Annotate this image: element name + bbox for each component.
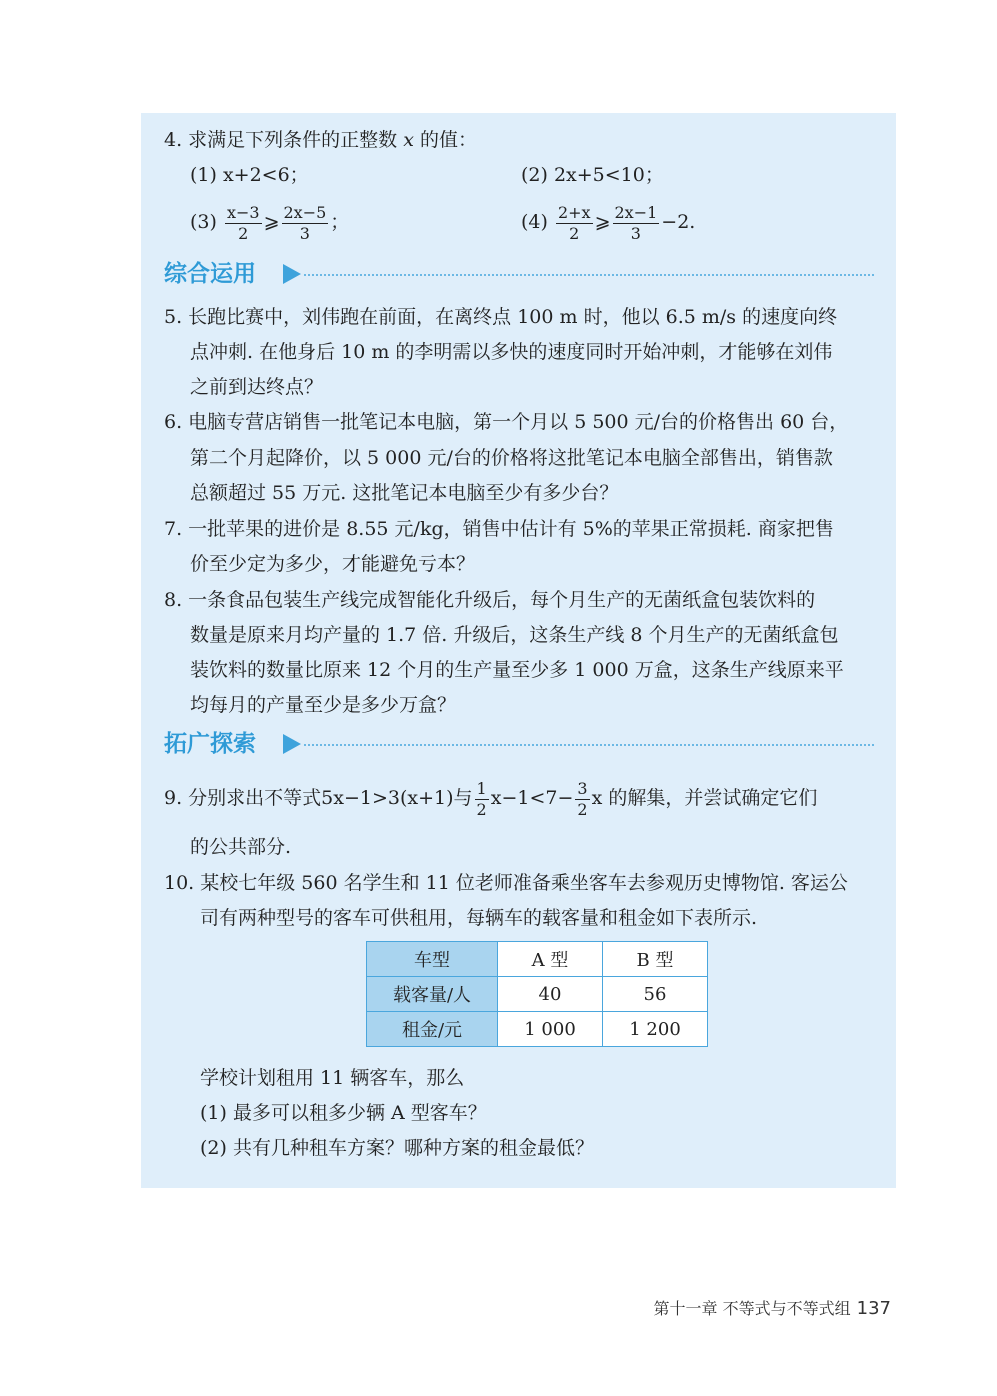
frac-numerator: x−3 [226, 202, 260, 222]
frac-denominator: 2 [476, 799, 487, 819]
q10-after-3: (2) 共有几种租车方案？哪种方案的租金最低？ [200, 1137, 594, 1159]
q4-part3-frac1 [225, 202, 262, 243]
table-row [367, 977, 708, 1012]
q4-stem-text: 4. 求满足下列条件的正整数 [164, 129, 398, 151]
frac-denominator: 3 [299, 223, 310, 243]
section-title: 拓广探索 [164, 731, 256, 757]
table-row [367, 1012, 708, 1047]
q7-line-1: 7. 一批苹果的进价是 8.55 元/kg，销售中估计有 5%的苹果正常损耗. 商家把售 [164, 518, 834, 540]
q4-part4-frac2 [613, 202, 660, 243]
q8-line-3: 装饮料的数量比原来 12 个月的生产量至少多 1 000 万盒，这条生产线原来平 [190, 659, 844, 681]
q8-line-4: 均每月的产量至少是多少万盒？ [190, 694, 457, 716]
table-header-cell: B 型 [603, 942, 708, 977]
q4-stem [164, 128, 477, 152]
q10-after-2: (1) 最多可以租多少辆 A 型客车？ [200, 1102, 487, 1124]
q10-line-1: 10. 某校七年级 560 名学生和 11 位老师准备乘坐客车去参观历史博物馆. 客运公 [164, 872, 848, 894]
q6-line-3: 总额超过 55 万元. 这批笔记本电脑至少有多少台？ [190, 482, 619, 504]
q4-var: x [403, 129, 414, 151]
q9-line-2: 的公共部分. [190, 836, 292, 858]
q9-frac2 [575, 778, 589, 819]
q4-part4-op: ⩾ [594, 211, 611, 233]
frac-numerator: 1 [476, 778, 487, 798]
frac-numerator: 2x−5 [283, 202, 327, 222]
rental-table [366, 941, 708, 1047]
table-cell: 40 [498, 977, 603, 1012]
frac-numerator: 2+x [557, 202, 591, 222]
q4-part3 [190, 204, 349, 242]
q8-line-1: 8. 一条食品包装生产线完成智能化升级后，每个月生产的无菌纸盒包装饮料的 [164, 589, 816, 611]
triangle-arrow-icon [283, 734, 301, 754]
frac-denominator: 3 [630, 223, 641, 243]
q4-part4-label: (4) [521, 211, 548, 233]
chapter-title: 第十一章 不等式与不等式组 [653, 1299, 851, 1318]
dotted-divider [304, 744, 874, 746]
table-header-cell: 车型 [367, 942, 498, 977]
q7-line-2: 价至少定为多少，才能避免亏本？ [190, 553, 476, 575]
q4-part4-end: −2. [661, 211, 696, 233]
q4-part1: (1) x+2<6； [190, 164, 309, 186]
q4-stem-end: 的值： [419, 129, 477, 151]
q4-part3-end: ； [330, 211, 350, 233]
table-row-header: 租金/元 [367, 1012, 498, 1047]
q10-line-2: 司有两种型号的客车可供租用，每辆车的载客量和租金如下表所示. [200, 907, 758, 929]
page-number: 137 [856, 1298, 891, 1319]
q9-text-b: x−1<7− [490, 787, 574, 809]
q4-part3-op: ⩾ [263, 211, 280, 233]
q10-after-1: 学校计划租用 11 辆客车，那么 [200, 1067, 465, 1089]
triangle-arrow-icon [283, 264, 301, 284]
table-cell: 1 000 [498, 1012, 603, 1047]
page-footer [654, 1296, 891, 1319]
table-cell: 1 200 [603, 1012, 708, 1047]
table-header-cell: A 型 [498, 942, 603, 977]
q4-part4-frac1 [556, 202, 593, 243]
q5-line-3: 之前到达终点？ [190, 376, 324, 398]
dotted-divider [304, 274, 874, 276]
section-title: 综合运用 [164, 261, 256, 287]
q6-line-1: 6. 电脑专营店销售一批笔记本电脑，第一个月以 5 500 元/台的价格售出 60 台， [164, 411, 849, 433]
frac-numerator: 2x−1 [614, 202, 658, 222]
q9-text-a: 9. 分别求出不等式5x−1>3(x+1)与 [164, 787, 473, 809]
table-row-header: 载客量/人 [367, 977, 498, 1012]
frac-denominator: 2 [238, 223, 249, 243]
q9-frac1 [475, 778, 489, 819]
table-cell: 56 [603, 977, 708, 1012]
frac-denominator: 2 [569, 223, 580, 243]
q6-line-2: 第二个月起降价，以 5 000 元/台的价格将这批笔记本电脑全部售出，销售款 [190, 447, 833, 469]
q4-part3-label: (3) [190, 211, 217, 233]
q8-line-2: 数量是原来月均产量的 1.7 倍. 升级后，这条生产线 8 个月生产的无菌纸盒包 [190, 624, 839, 646]
frac-numerator: 3 [577, 778, 588, 798]
q4-part3-frac2 [282, 202, 329, 243]
section-heading-explore [164, 728, 874, 760]
section-heading-comprehensive [164, 258, 874, 290]
q5-line-1: 5. 长跑比赛中，刘伟跑在前面，在离终点 100 m 时，他以 6.5 m/s 的速度向终 [164, 306, 838, 328]
q4-part2: (2) 2x+5<10； [521, 164, 664, 186]
table-row [367, 942, 708, 977]
q9-text-c: x 的解集，并尝试确定它们 [591, 787, 818, 809]
q4-part4 [521, 204, 695, 242]
q9-line-1 [164, 780, 817, 818]
frac-denominator: 2 [577, 799, 588, 819]
q5-line-2: 点冲刺. 在他身后 10 m 的李明需以多快的速度同时开始冲刺，才能够在刘伟 [190, 341, 833, 363]
